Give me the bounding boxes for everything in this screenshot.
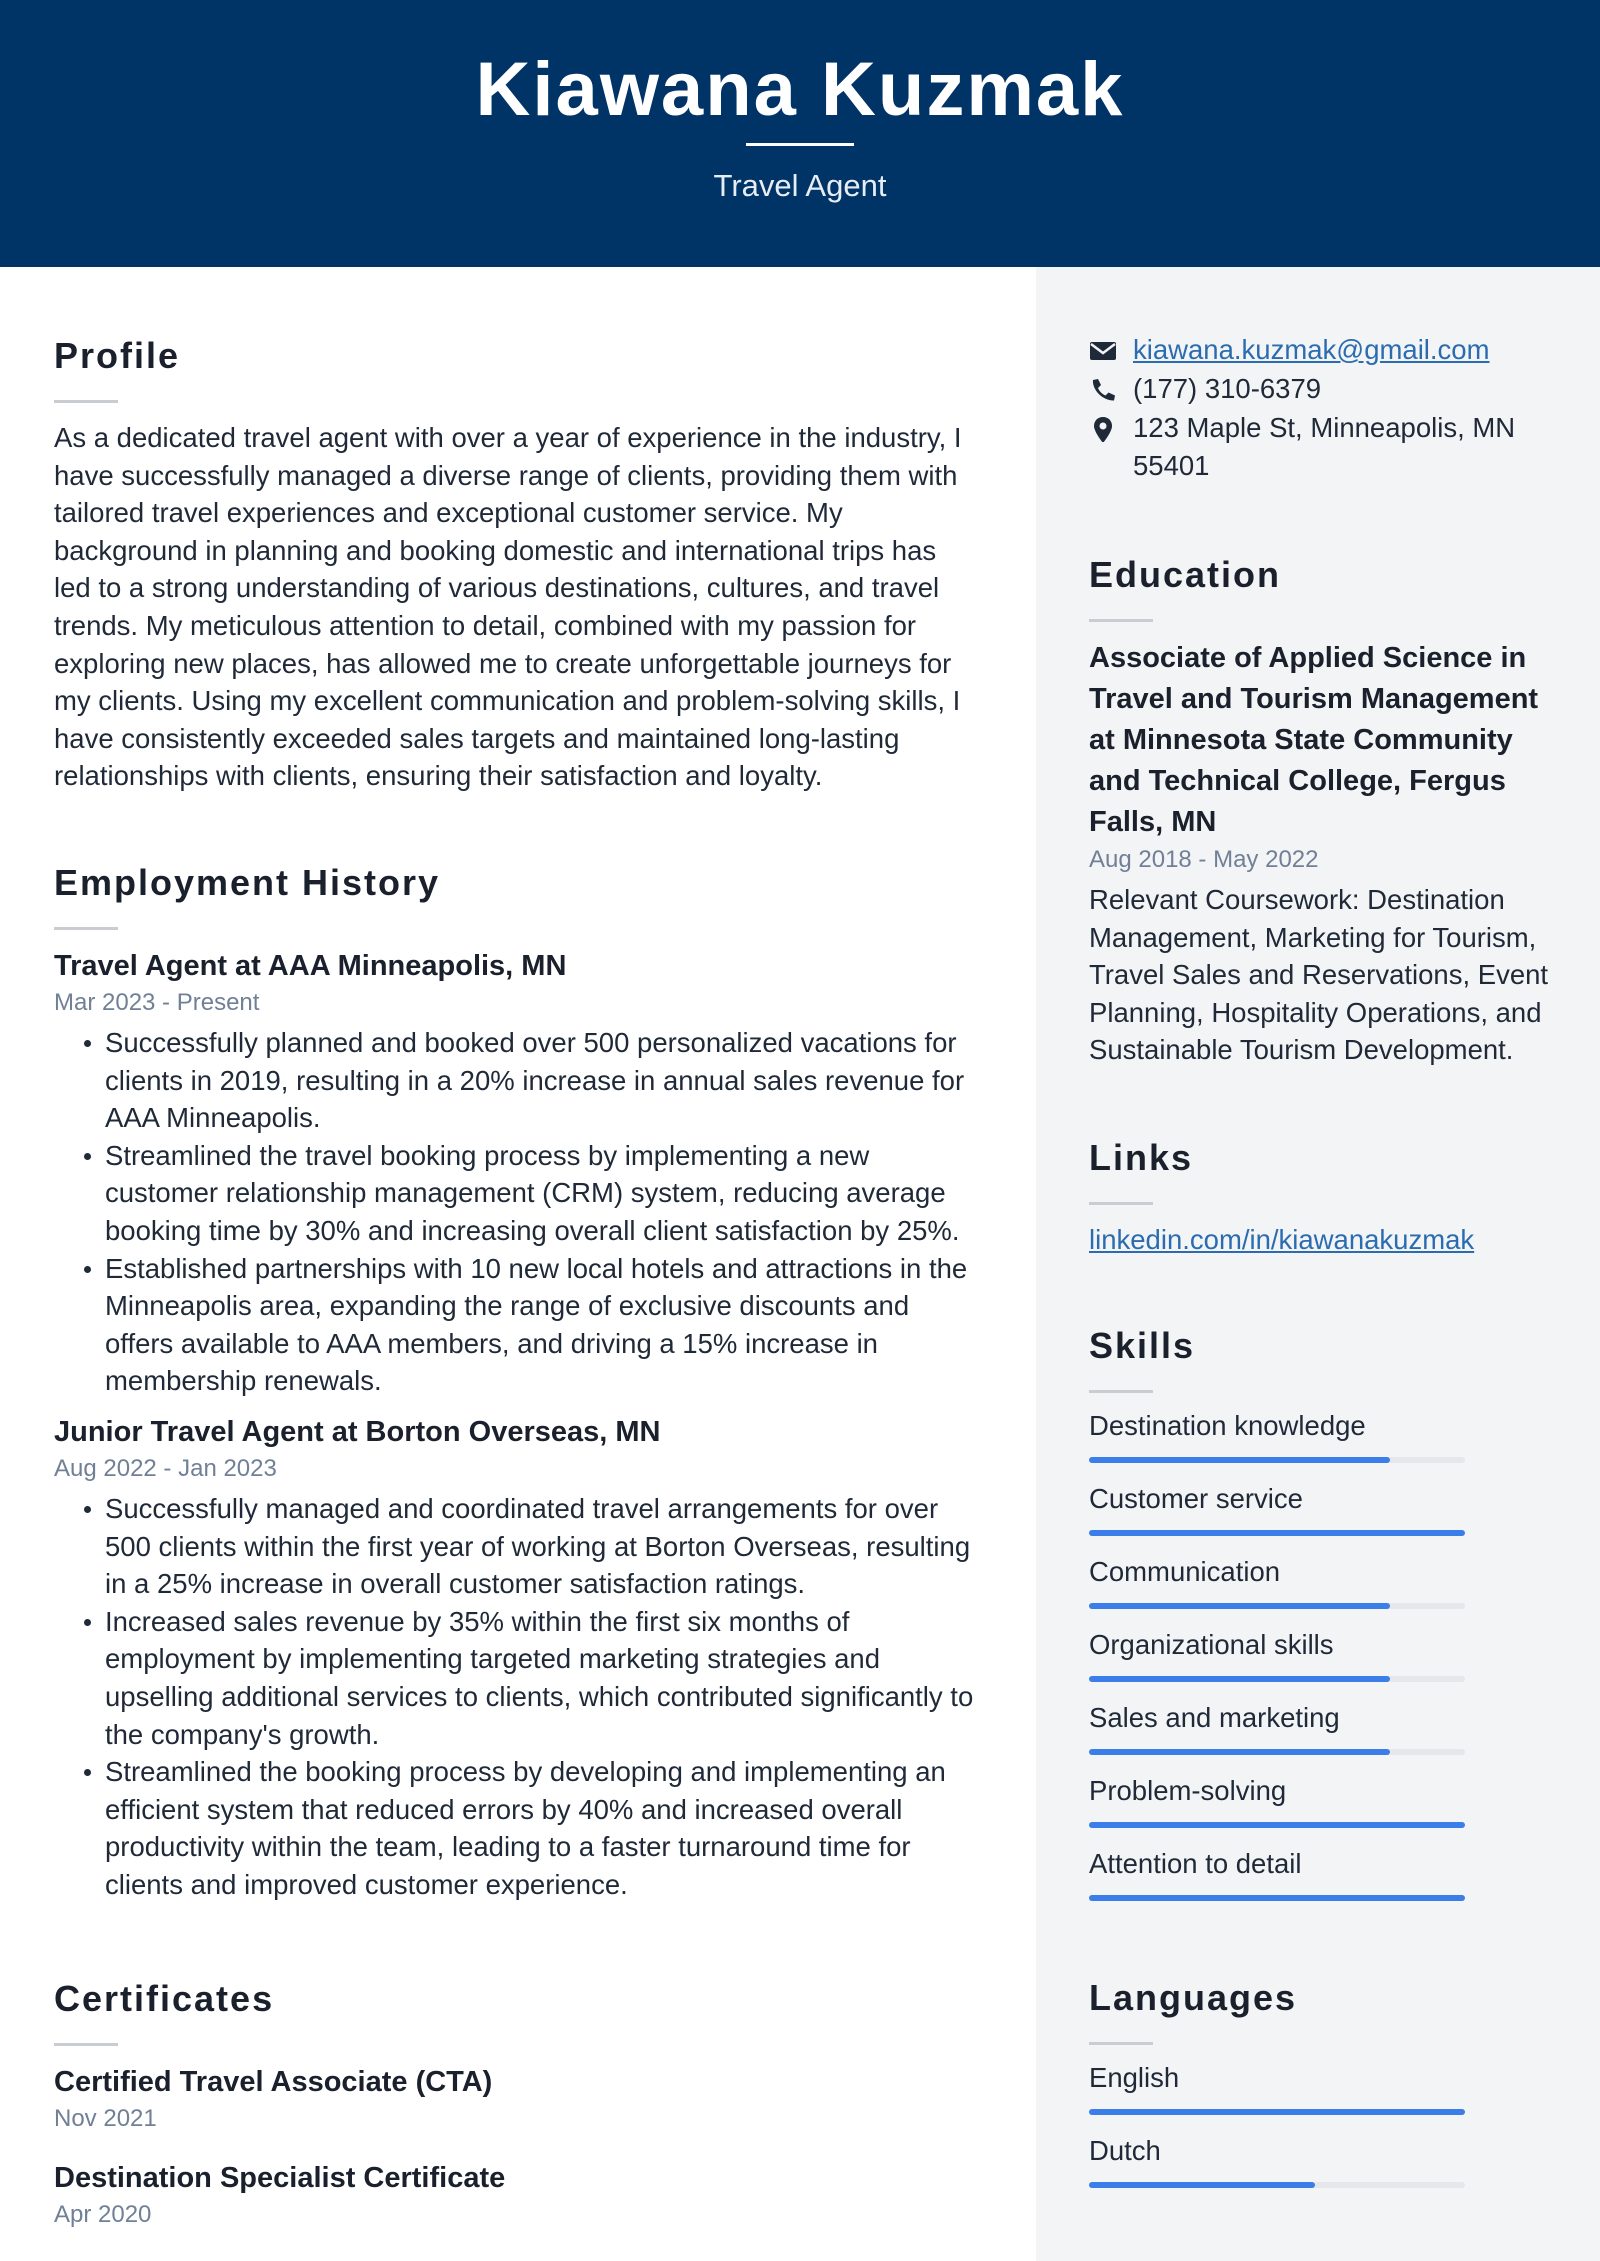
- links-title: Links: [1089, 1137, 1194, 1178]
- skill-level-bar: [1089, 1603, 1390, 1609]
- skill-label: Destination knowledge: [1089, 1410, 1366, 1441]
- skill-level-bar: [1089, 1457, 1390, 1463]
- certificate-entry: [54, 2062, 974, 2136]
- employment-section: [54, 861, 974, 1903]
- location-pin-icon: [1089, 414, 1117, 442]
- job-bullet: Streamlined the booking process by developing and implementing an efficient system that reduced errors by 40% and increased overall productivity within the team, leading to a faster turnaround time for clients and improved customer experience.: [54, 1753, 974, 1903]
- section-divider: [1089, 2042, 1153, 2045]
- section-divider: [54, 2043, 118, 2046]
- job-bullet: Successfully managed and coordinated travel arrangements for over 500 clients within the first year of working at Borton Overseas, resulting in a 25% increase in overall customer satisfaction ratings.: [54, 1490, 974, 1603]
- section-divider: [1089, 619, 1153, 622]
- skill-item: [1089, 1845, 1569, 1918]
- skills-title: Skills: [1089, 1325, 1196, 1366]
- language-level-track: [1089, 2109, 1465, 2115]
- skills-section: [1089, 1324, 1569, 1918]
- skill-item: [1089, 1480, 1569, 1553]
- skill-label: Communication: [1089, 1556, 1281, 1587]
- job-title: Junior Travel Agent at Borton Overseas, MN: [54, 1415, 661, 1448]
- skill-level-track: [1089, 1676, 1465, 1682]
- candidate-role: Travel Agent: [713, 168, 887, 203]
- skill-item: [1089, 1699, 1569, 1772]
- job-dates: Aug 2022 - Jan 2023: [54, 1454, 277, 1482]
- skill-item: [1089, 1772, 1569, 1845]
- contact-section: [1089, 331, 1569, 485]
- resume-header: [0, 0, 1600, 267]
- skill-label: Attention to detail: [1089, 1848, 1302, 1879]
- skill-label: Sales and marketing: [1089, 1702, 1340, 1733]
- phone-number: (177) 310-6379: [1133, 373, 1322, 404]
- contact-address-row: [1089, 409, 1569, 485]
- skill-level-track: [1089, 1457, 1465, 1463]
- job-dates: Mar 2023 - Present: [54, 989, 260, 1016]
- job-bullet: Successfully planned and booked over 500 personalized vacations for clients in 2019, resulting in a 20% increase in annual sales revenue for AAA Minneapolis.: [54, 1024, 974, 1137]
- skill-label: Customer service: [1089, 1483, 1303, 1514]
- employment-title: Employment History: [54, 862, 441, 903]
- language-label: Dutch: [1089, 2135, 1161, 2166]
- skill-item: [1089, 1626, 1569, 1699]
- language-level-track: [1089, 2182, 1465, 2188]
- skill-level-track: [1089, 1603, 1465, 1609]
- skill-level-bar: [1089, 1895, 1465, 1901]
- job-bullet: Streamlined the travel booking process by implementing a new customer relationship management (CRM) system, reducing average booking time by 30% and increasing overall client satisfaction by 25%.: [54, 1137, 974, 1250]
- address: 123 Maple St, Minneapolis, MN 55401: [1133, 412, 1516, 481]
- skill-level-bar: [1089, 1676, 1390, 1682]
- skill-level-track: [1089, 1530, 1465, 1536]
- candidate-name: Kiawana Kuzmak: [475, 47, 1125, 132]
- skill-level-bar: [1089, 1530, 1465, 1536]
- section-divider: [1089, 1202, 1153, 1205]
- skill-item: [1089, 1553, 1569, 1626]
- contact-email-row: [1089, 331, 1569, 369]
- certificates-section: [54, 1977, 974, 2232]
- languages-section: [1089, 1976, 1569, 2205]
- language-item: [1089, 2132, 1569, 2205]
- job-bullets: [54, 1024, 974, 1400]
- section-divider: [54, 927, 118, 930]
- job-title: Travel Agent at AAA Minneapolis, MN: [54, 950, 567, 982]
- degree-title: Associate of Applied Science in Travel and Tourism Management at Minnesota State Community and Technical College, Fergus Falls, MN: [1089, 642, 1539, 838]
- section-divider: [1089, 1390, 1153, 1393]
- coursework-text: Relevant Coursework: Destination Management, Marketing for Tourism, Travel Sales and Reservations, Event Planning, Hospitality Operations, and Sustainable Tourism Development.: [1089, 884, 1549, 1066]
- languages-title: Languages: [1089, 1977, 1298, 2018]
- job-bullet: Established partnerships with 10 new local hotels and attractions in the Minneapolis area, expanding the range of exclusive discounts and offers available to AAA members, and driving a 15% increase in membership renewals.: [54, 1250, 974, 1400]
- certificate-name: Destination Specialist Certificate: [54, 2162, 506, 2194]
- skill-label: Organizational skills: [1089, 1629, 1334, 1660]
- profile-text: As a dedicated travel agent with over a year of experience in the industry, I have successfully managed a diverse range of clients, providing them with tailored travel experiences and exceptional customer service. My background in planning and booking domestic and international trips has led to a strong understanding of various destinations, cultures, and travel trends. My meticulous attention to detail, combined with my passion for exploring new places, has allowed me to create unforgettable journeys for my clients. Using my excellent communication and problem-solving skills, I have consistently exceeded sales targets and maintained long-lasting relationships with clients, ensuring their satisfaction and loyalty.: [54, 422, 962, 792]
- languages-list: [1089, 2059, 1569, 2205]
- section-divider: [54, 400, 118, 403]
- certificate-name: Certified Travel Associate (CTA): [54, 2066, 493, 2098]
- certificates-title: Certificates: [54, 1978, 275, 2019]
- language-level-bar: [1089, 2182, 1315, 2188]
- language-level-bar: [1089, 2109, 1465, 2115]
- linkedin-link[interactable]: linkedin.com/in/kiawanakuzmak: [1089, 1224, 1475, 1255]
- profile-title: Profile: [54, 335, 181, 376]
- header-divider: [746, 143, 854, 146]
- education-dates: Aug 2018 - May 2022: [1089, 846, 1319, 873]
- job-entry: [54, 1412, 974, 1904]
- envelope-icon: [1089, 339, 1117, 363]
- skill-level-track: [1089, 1895, 1465, 1901]
- skill-label: Problem-solving: [1089, 1775, 1287, 1806]
- language-label: English: [1089, 2062, 1180, 2093]
- language-item: [1089, 2059, 1569, 2132]
- contact-phone-row: [1089, 370, 1569, 408]
- skill-level-track: [1089, 1822, 1465, 1828]
- certificate-date: Apr 2020: [54, 2201, 152, 2228]
- profile-section: [54, 334, 974, 795]
- email-link[interactable]: kiawana.kuzmak@gmail.com: [1133, 334, 1490, 365]
- skill-level-bar: [1089, 1749, 1390, 1755]
- certificate-date: Nov 2021: [54, 2105, 157, 2132]
- job-entry: [54, 946, 974, 1400]
- skills-list: [1089, 1407, 1569, 1918]
- links-section: [1089, 1136, 1569, 1259]
- job-bullet: Increased sales revenue by 35% within the first six months of employment by implementing targeted marketing strategies and upselling additional services to clients, which contributed significantly to the company's growth.: [54, 1603, 974, 1753]
- phone-icon: [1089, 378, 1117, 402]
- certificate-entry: [54, 2158, 974, 2232]
- skill-level-bar: [1089, 1822, 1465, 1828]
- job-bullets: [54, 1490, 974, 1904]
- skill-item: [1089, 1407, 1569, 1480]
- education-title: Education: [1089, 554, 1282, 595]
- skill-level-track: [1089, 1749, 1465, 1755]
- education-section: [1089, 553, 1569, 1069]
